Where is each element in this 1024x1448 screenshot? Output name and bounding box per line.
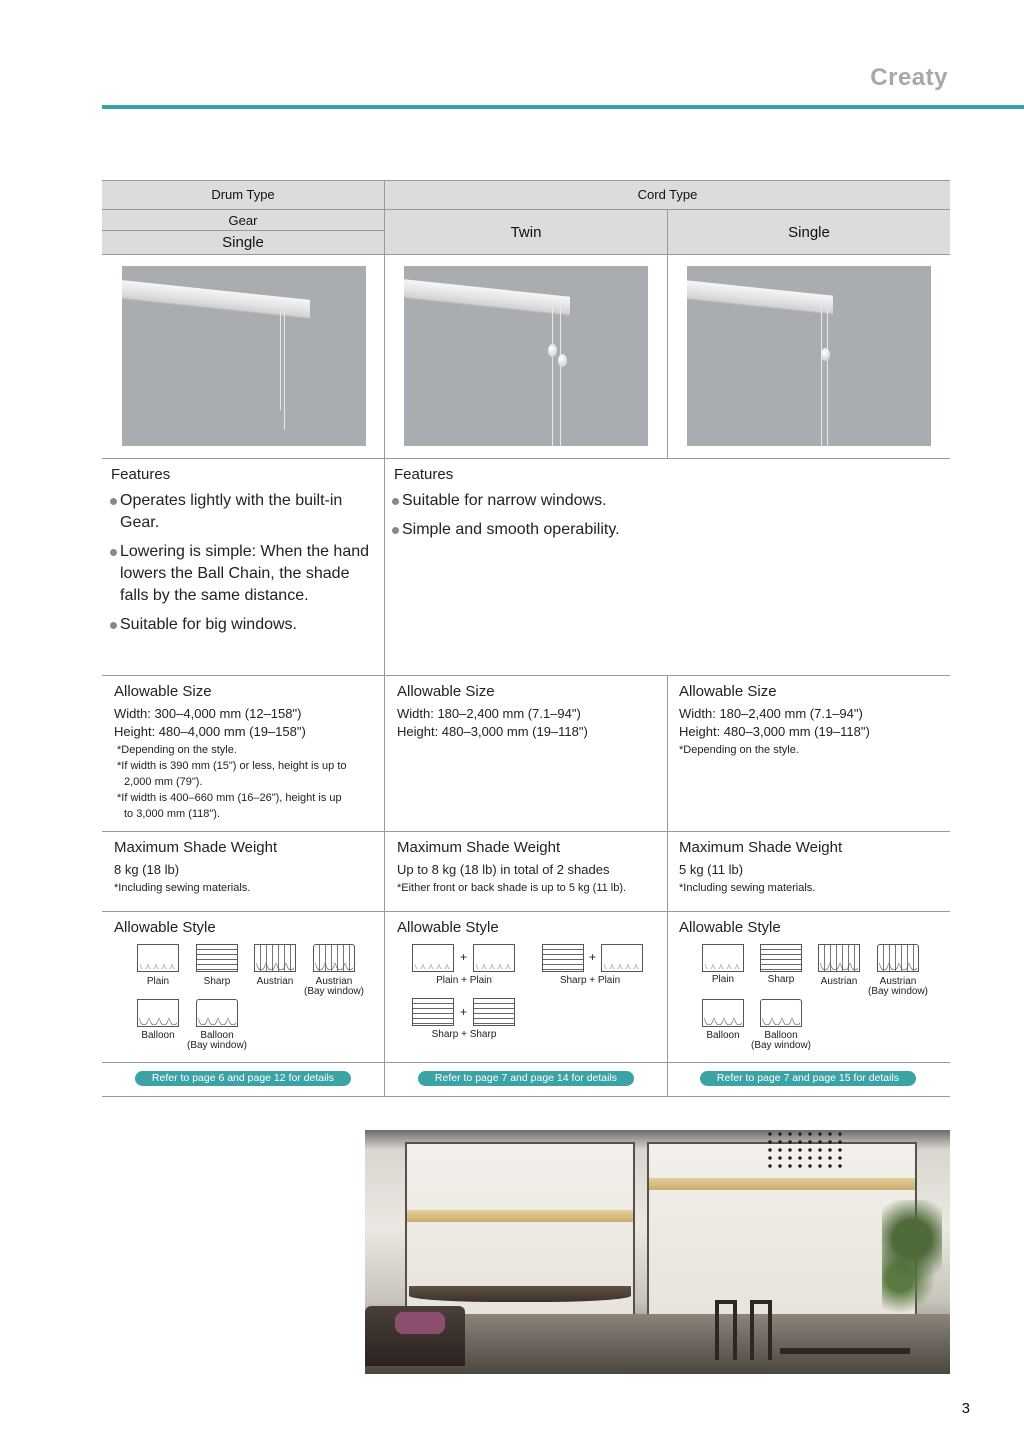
style-label: Balloon bbox=[764, 1030, 798, 1041]
weight-note: *Including sewing materials. bbox=[679, 882, 816, 894]
style-label: Plain bbox=[711, 974, 735, 985]
plain-style-icon bbox=[601, 944, 643, 972]
rule bbox=[102, 458, 950, 459]
sharp-style-icon bbox=[412, 998, 454, 1026]
plain-style-icon bbox=[137, 944, 179, 972]
sharp-style-icon bbox=[473, 998, 515, 1026]
austrian-bay-style-icon bbox=[877, 944, 919, 972]
pillow bbox=[395, 1312, 445, 1334]
rule bbox=[102, 1096, 950, 1097]
style-label: Sharp + Sharp bbox=[431, 1029, 497, 1040]
rule bbox=[102, 230, 384, 231]
rule bbox=[102, 1062, 950, 1063]
header-cord-type: Cord Type bbox=[385, 180, 950, 209]
rule bbox=[102, 209, 950, 210]
dining-table bbox=[780, 1348, 910, 1354]
austrian-bay-style-icon bbox=[313, 944, 355, 972]
rail bbox=[687, 280, 833, 314]
refer-link[interactable]: Refer to page 7 and page 15 for details bbox=[700, 1071, 916, 1086]
drum-feature: Operates lightly with the built-in Gear. bbox=[110, 490, 382, 534]
weight-value: Up to 8 kg (18 lb) in total of 2 shades bbox=[397, 862, 610, 877]
refer-link[interactable]: Refer to page 6 and page 12 for details bbox=[135, 1071, 351, 1086]
style-label: Austrian bbox=[879, 976, 917, 987]
window bbox=[405, 1142, 635, 1332]
balloon-bay-style-icon bbox=[760, 999, 802, 1027]
style-title: Allowable Style bbox=[679, 919, 781, 936]
drum-feature: Lowering is simple: When the hand lowers the Ball Chain, the shade falls by the same distance. bbox=[110, 541, 382, 607]
balloon-style-icon bbox=[137, 999, 179, 1027]
divider bbox=[667, 209, 668, 459]
rule bbox=[102, 911, 950, 912]
weight-value: 8 kg (18 lb) bbox=[114, 862, 180, 877]
style-label: Balloon bbox=[141, 1030, 175, 1041]
balloon-style-icon bbox=[702, 999, 744, 1027]
size-note: 2,000 mm (79"). bbox=[124, 776, 203, 788]
sharp-style-icon bbox=[196, 944, 238, 972]
weight-note: *Including sewing materials. bbox=[114, 882, 251, 894]
style-label: Plain + Plain bbox=[436, 975, 492, 986]
style-label: (Bay window) bbox=[186, 1040, 248, 1051]
header-drum-type: Drum Type bbox=[102, 180, 384, 209]
cord bbox=[827, 306, 828, 446]
style-label: (Bay window) bbox=[303, 986, 365, 997]
allowable-size-title: Allowable Size bbox=[679, 683, 777, 700]
style-label: Balloon bbox=[200, 1030, 234, 1041]
style-label: Austrian bbox=[315, 976, 353, 987]
style-title: Allowable Style bbox=[114, 919, 216, 936]
austrian-style-icon bbox=[818, 944, 860, 972]
size-note: *Depending on the style. bbox=[117, 744, 237, 756]
brand-title: Creaty bbox=[870, 64, 948, 91]
rule bbox=[102, 675, 950, 676]
rule bbox=[102, 831, 950, 832]
austrian-style-icon bbox=[254, 944, 296, 972]
header-single-drum: Single bbox=[102, 231, 384, 254]
header-rule bbox=[102, 105, 1024, 109]
divider bbox=[667, 675, 668, 1096]
plant bbox=[882, 1200, 942, 1330]
plain-style-icon bbox=[412, 944, 454, 972]
cord bbox=[821, 306, 822, 446]
weight-title: Maximum Shade Weight bbox=[679, 839, 843, 856]
features-title-cord: Features bbox=[394, 466, 454, 483]
rule bbox=[102, 254, 950, 255]
interior-photo bbox=[365, 1130, 950, 1374]
ball-chain bbox=[280, 310, 281, 410]
balloon-bay-style-icon bbox=[196, 999, 238, 1027]
size-note: *If width is 400–660 mm (16–26"), height is up bbox=[117, 792, 342, 804]
size-note: *Depending on the style. bbox=[679, 744, 799, 756]
rule bbox=[102, 180, 950, 181]
ball-chain bbox=[284, 310, 285, 430]
plain-style-icon bbox=[473, 944, 515, 972]
size-width: Width: 300–4,000 mm (12–158") bbox=[114, 706, 302, 721]
chair bbox=[715, 1300, 737, 1360]
header-gear: Gear bbox=[102, 210, 384, 230]
cord-knob bbox=[548, 344, 557, 357]
plus-sign: + bbox=[589, 950, 597, 964]
style-label: (Bay window) bbox=[867, 986, 929, 997]
style-title: Allowable Style bbox=[397, 919, 499, 936]
sharp-style-icon bbox=[760, 944, 802, 972]
plus-sign: + bbox=[460, 1005, 468, 1019]
photo-cord-single-rail bbox=[687, 266, 931, 446]
shade-valance bbox=[407, 1210, 633, 1222]
chair bbox=[750, 1300, 772, 1360]
cord-knob bbox=[558, 354, 567, 367]
chandelier bbox=[765, 1130, 845, 1170]
style-label: Plain bbox=[146, 976, 170, 987]
weight-value: 5 kg (11 lb) bbox=[679, 862, 744, 877]
page-number: 3 bbox=[961, 1400, 970, 1417]
style-label: Sharp + Plain bbox=[559, 975, 621, 986]
header-single-cord: Single bbox=[668, 210, 950, 254]
style-label: Sharp bbox=[203, 976, 231, 987]
rail bbox=[404, 279, 570, 315]
photo-drum-gear-rail bbox=[122, 266, 366, 446]
style-label: (Bay window) bbox=[750, 1040, 812, 1051]
style-label: Balloon bbox=[706, 1030, 740, 1041]
size-width: Width: 180–2,400 mm (7.1–94") bbox=[397, 706, 581, 721]
plus-sign: + bbox=[460, 950, 468, 964]
drum-feature: Suitable for big windows. bbox=[110, 614, 382, 636]
size-height: Height: 480–3,000 mm (19–118") bbox=[397, 724, 588, 739]
size-note: *If width is 390 mm (15") or less, height is up to bbox=[117, 760, 347, 772]
cord-feature: Suitable for narrow windows. bbox=[392, 490, 922, 512]
cord-knob bbox=[821, 348, 830, 361]
features-title-drum: Features bbox=[111, 466, 171, 483]
plain-style-icon bbox=[702, 944, 744, 972]
cord bbox=[552, 306, 553, 446]
divider bbox=[384, 180, 385, 1096]
weight-title: Maximum Shade Weight bbox=[397, 839, 561, 856]
photo-cord-twin-rail bbox=[404, 266, 648, 446]
header-twin: Twin bbox=[385, 210, 667, 254]
size-height: Height: 480–3,000 mm (19–118") bbox=[679, 724, 870, 739]
size-height: Height: 480–4,000 mm (19–158") bbox=[114, 724, 306, 739]
size-note: to 3,000 mm (118"). bbox=[124, 808, 221, 820]
shade-valance bbox=[649, 1178, 915, 1190]
style-label: Sharp bbox=[767, 974, 795, 985]
balloon-shade-hem bbox=[409, 1286, 631, 1302]
rail bbox=[122, 280, 310, 319]
cord-feature: Simple and smooth operability. bbox=[392, 519, 922, 541]
style-label: Austrian bbox=[820, 976, 858, 987]
cord bbox=[560, 306, 561, 446]
allowable-size-title: Allowable Size bbox=[397, 683, 495, 700]
allowable-size-title: Allowable Size bbox=[114, 683, 212, 700]
window bbox=[647, 1142, 917, 1332]
refer-link[interactable]: Refer to page 7 and page 14 for details bbox=[418, 1071, 634, 1086]
weight-note: *Either front or back shade is up to 5 kg (11 lb). bbox=[397, 882, 627, 894]
weight-title: Maximum Shade Weight bbox=[114, 839, 278, 856]
style-label: Austrian bbox=[256, 976, 294, 987]
sharp-style-icon bbox=[542, 944, 584, 972]
size-width: Width: 180–2,400 mm (7.1–94") bbox=[679, 706, 863, 721]
